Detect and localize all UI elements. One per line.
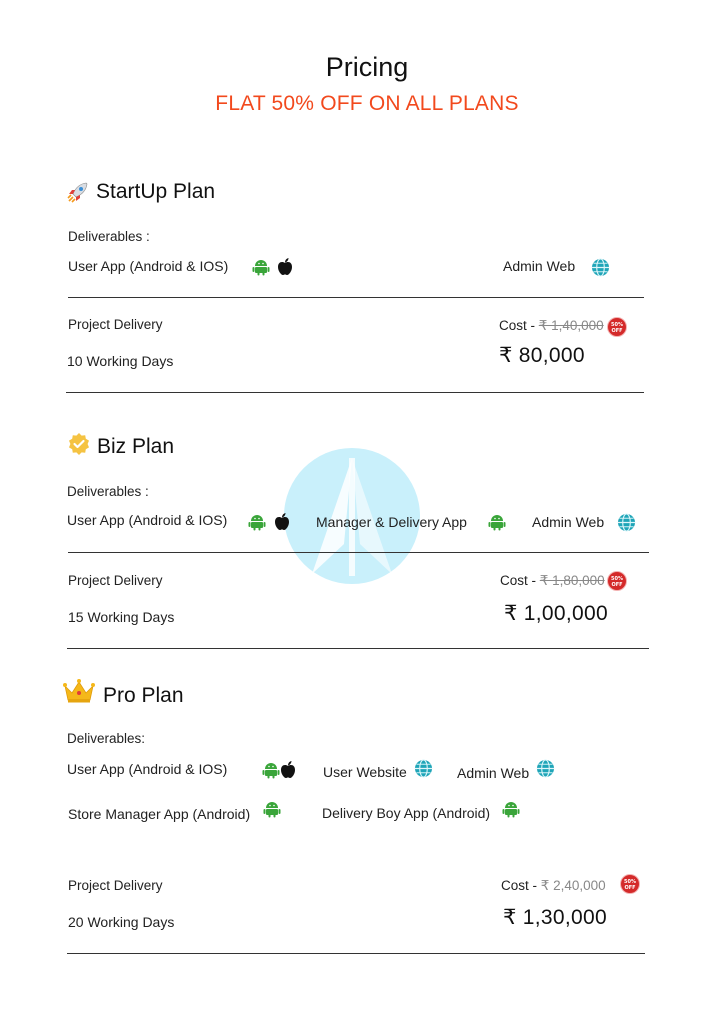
deliverable-item: Delivery Boy App (Android) xyxy=(322,805,491,821)
cost-line xyxy=(500,573,605,589)
delivery-time: 20 Working Days xyxy=(68,914,175,930)
deliverable-item: Store Manager App (Android) xyxy=(68,806,251,822)
deliverable-item: User Website xyxy=(323,764,407,780)
cost-label: Cost - xyxy=(499,318,536,333)
android-icon xyxy=(502,800,520,818)
android-icon xyxy=(488,513,506,531)
divider xyxy=(67,648,649,649)
project-delivery-label: Project Delivery xyxy=(68,878,163,893)
discount-badge: 50% OFF xyxy=(607,571,627,591)
deliverable-item: Admin Web xyxy=(457,765,530,781)
android-icon xyxy=(262,761,280,779)
discount-badge: 50% OFF xyxy=(607,317,627,337)
original-price: ₹ 2,40,000 xyxy=(540,878,606,893)
discount-badge: 50% OFF xyxy=(620,874,640,894)
android-icon xyxy=(248,513,266,531)
discount-banner: FLAT 50% OFF ON ALL PLANS xyxy=(215,92,519,115)
project-delivery-label: Project Delivery xyxy=(68,317,163,332)
android-icon xyxy=(263,800,281,818)
delivery-time: 15 Working Days xyxy=(68,609,175,625)
globe-icon xyxy=(414,759,433,778)
apple-icon xyxy=(279,760,297,779)
deliverables-label: Deliverables: xyxy=(67,731,146,746)
divider xyxy=(67,953,645,954)
plan-price: ₹ 1,00,000 xyxy=(504,602,608,625)
apple-icon xyxy=(273,512,291,531)
cost-label: Cost - xyxy=(501,878,538,893)
verified-badge-icon xyxy=(67,432,91,456)
divider xyxy=(68,552,649,553)
android-icon xyxy=(252,258,270,276)
divider xyxy=(68,297,644,298)
globe-icon xyxy=(591,258,610,277)
cost-line xyxy=(499,318,604,334)
globe-icon xyxy=(536,759,555,778)
deliverable-item: Admin Web xyxy=(532,514,605,530)
plan-price: ₹ 1,30,000 xyxy=(503,906,607,929)
deliverable-item: User App (Android & IOS) xyxy=(67,512,228,528)
plan-title: StartUp Plan xyxy=(96,180,216,203)
page-title: Pricing xyxy=(325,52,409,82)
divider xyxy=(66,392,644,393)
crown-icon xyxy=(62,678,96,704)
cost-label: Cost - xyxy=(500,573,537,588)
deliverables-label: Deliverables : xyxy=(68,229,150,244)
deliverable-item: Admin Web xyxy=(503,258,576,274)
project-delivery-label: Project Delivery xyxy=(68,573,163,588)
deliverable-item: User App (Android & IOS) xyxy=(67,761,228,777)
original-price: ₹ 1,40,000 xyxy=(538,318,604,333)
deliverable-item: Manager & Delivery App xyxy=(316,514,467,530)
plan-title: Biz Plan xyxy=(97,435,175,458)
rocket-icon xyxy=(66,180,90,204)
original-price: ₹ 1,80,000 xyxy=(539,573,605,588)
plan-title: Pro Plan xyxy=(103,684,184,707)
cost-line xyxy=(501,878,606,894)
apple-icon xyxy=(276,257,294,276)
deliverables-label: Deliverables : xyxy=(67,484,149,499)
plan-price: ₹ 80,000 xyxy=(499,344,585,367)
globe-icon xyxy=(617,513,636,532)
delivery-time: 10 Working Days xyxy=(67,353,174,369)
deliverable-item: User App (Android & IOS) xyxy=(68,258,229,274)
